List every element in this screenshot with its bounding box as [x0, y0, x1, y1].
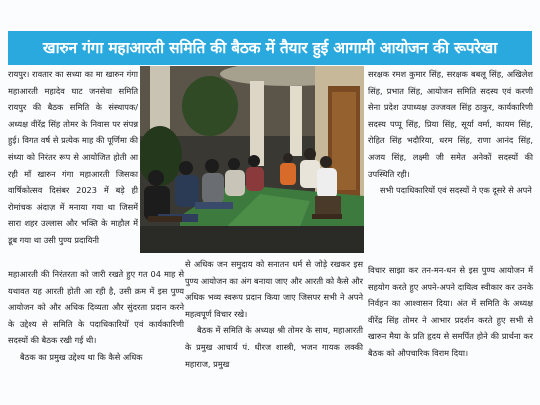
headline: खारुन गंगा महाआरती समिति की बैठक में तैयार हुई आगामी आयोजन की रूपरेखा — [8, 31, 532, 65]
meeting-photo-image — [140, 66, 364, 253]
article-paragraph-7: सभी पदाधिकारियों एवं सदस्यों ने एक दूसरे से अपने — [380, 185, 532, 196]
article-column-right-lower — [368, 262, 533, 362]
article-paragraph-5: बैठक में समिति के अध्यक्ष श्री तोमर के साथ, महाआरती के प्रमुख आचार्य पं. धीरज शास्त्री, भजन गायक लक्की महाराज, प्रमुख — [185, 325, 363, 369]
article-column-left-lower — [8, 266, 184, 366]
article-paragraph-3: बैठक का प्रमुख उद्देश्य था कि कैसे अधिक — [20, 351, 143, 362]
article-paragraph-1: रायपुर। रावतार का सध्या का मा खारुन गंगा महाआरती महादेव घाट जनसेवा समिति रायपुर की बैठक समिति के संस्थापक/अध्यक्ष वीरेंद्र सिंह तोमर के निवास पर संपन्न हुई। विगत वर्ष से प्रत्येक माह की पूर्णिमा की संध्या को निरंतर रूप से आयोजित होती आ रही माँ खारुन गंगा महाआरती जिसका वार्षिकोत्सव दिसंबर 2023 में बड़े ही रोमांचक अंदाज़ में मनाया गया था जिसमें सारा शहर उल्लास और भक्ति के माहौल में डूब गया था उसी पुण्य प्रदायिनी — [8, 69, 138, 245]
article-paragraph-6: सरक्षक रमश कुमार सिंह, सरक्षक बबलू सिंह, अखिलेश सिंह, प्रभात सिंह, आयोजन समिति सदस्य एवं करणी सेना प्रदेश उपाध्यक्ष उज्जवल सिंह ठाकुर, कार्यकारिणी सदस्य पप्पू सिंह, प्रिया सिंह, सूर्या वर्मा, कायम सिंह, रोहित सिंह भदौरिया, धरम सिंह, राणा आनंद सिंह, अजय सिंह, लक्ष्मी जी समेत अनेकों सदस्यों की उपस्थिति रही। — [368, 69, 533, 179]
article-paragraph-2: महाआरती की निरंतरता को जारी रखते हुए गत 04 माह से यथावत यह आरती होती आ रही है, उसी क्रम में इस पुण्य आयोजन को और अधिक दिव्यता और सुंदरता प्रदान करने के उद्देश्य से समिति के पदाधिकारियों एवं कार्यकारिणी सदस्यों की बैठक रखी गई थी। — [8, 269, 184, 346]
article-column-middle — [185, 256, 363, 372]
meeting-photo — [140, 66, 364, 253]
article-paragraph-4: से अधिक जन समुदाय को सनातन धर्म से जोड़े रखकर इस पुण्य आयोजन का अंग बनाया जाए और आरती को कैसे और अधिक भव्य स्वरूप प्रदान किया जाए जिसपर सभी ने अपने महत्वपूर्ण विचार रखे। — [185, 259, 363, 319]
article-paragraph-8: विचार साझा कर तन-मन-धन से इस पुण्य आयोजन में सहयोग करते हुए अपने-अपने दायित्व स्वीकार कर उनके निर्वहन का आश्वासन दिया। अंत में समिति के अध्यक्ष वीरेंद्र सिंह तोमर ने आभार प्रदर्शन करते हुए सभी से खारुन मैया के प्रति हृदय से समर्पित होने की प्रार्थना कर बैठक को औपचारिक विराम दिया। — [368, 265, 533, 358]
article-column-right — [368, 66, 533, 199]
article-column-left — [8, 66, 138, 249]
